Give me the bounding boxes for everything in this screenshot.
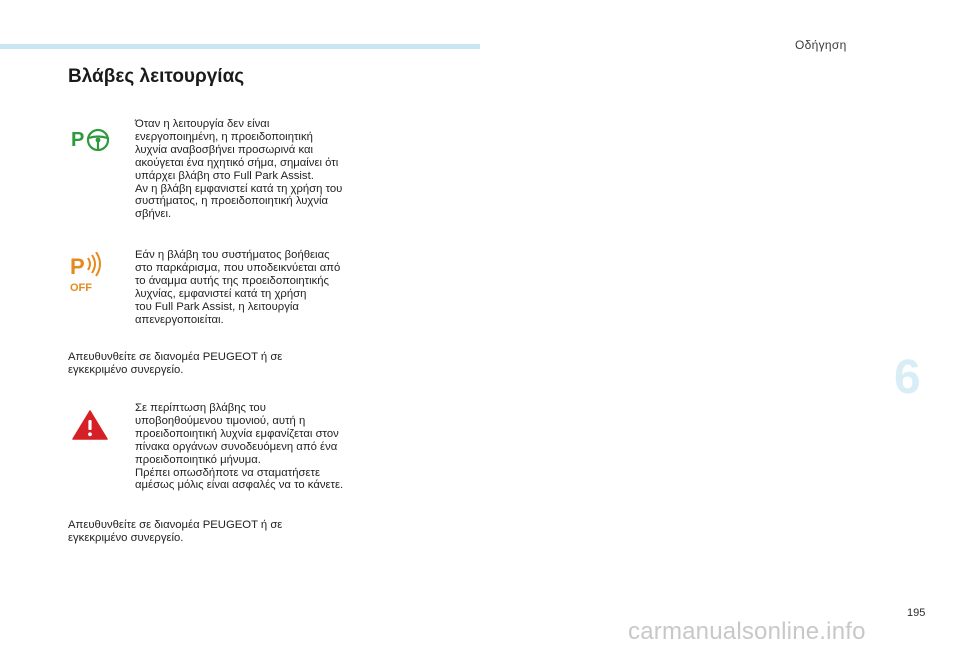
chapter-number: 6 [894, 351, 921, 404]
text-line: συστήματος, η προειδοποιητική λυχνία [135, 195, 329, 208]
text-line: Απευθυνθείτε σε διανομέα PEUGEOT ή σε [68, 519, 283, 531]
block1-text [135, 118, 342, 221]
text-line: Σε περίπτωση βλάβης του [135, 402, 266, 414]
text-line: σβήνει. [135, 208, 172, 221]
text-line: Πρέπει οπωσδήποτε να σταματήσετε [135, 466, 321, 479]
page-title: Βλάβες λειτουργίας [68, 66, 245, 87]
block3-text [135, 402, 343, 492]
park-sensors-off-icon [68, 252, 108, 294]
text-line: ενεργοποιημένη, η προειδοποιητική [135, 130, 313, 143]
text-line: αμέσως μόλις είναι ασφαλές να το κάνετε. [135, 479, 344, 492]
text-line: υποβοηθούμενου τιμονιού, αυτή η [135, 414, 306, 427]
text-line: εγκεκριμένο συνεργείο. [68, 531, 184, 544]
text-line: προειδοποιητική λυχνία εμφανίζεται στον [135, 427, 339, 440]
text-line: στο παρκάρισμα, που υποδεικνύεται από [135, 261, 341, 274]
page-number: 195 [907, 607, 926, 619]
text-line: λυχνία αναβοσβήνει προσωρινά και [135, 143, 313, 156]
text-line: απενεργοποιείται. [135, 313, 224, 326]
text-line: το άναμμα αυτής της προειδοποιητικής [135, 274, 330, 287]
text-line: του Full Park Assist, η λειτουργία [135, 300, 299, 313]
text-line: Αν η βλάβη εμφανιστεί κατά τη χρήση του [135, 182, 343, 195]
text-line: πίνακα οργάνων συνοδευόμενη από ένα [135, 440, 338, 453]
text-line: εγκεκριμένο συνεργείο. [68, 363, 184, 376]
text-line: Απευθυνθείτε σε διανομέα PEUGEOT ή σε [68, 351, 283, 363]
text-line: Όταν η λειτουργία δεν είναι [135, 118, 270, 130]
warning-triangle-icon [72, 410, 108, 440]
text-line: προειδοποιητικό μήνυμα. [135, 453, 261, 466]
dealer-note [68, 351, 282, 377]
text-line: ακούγεται ένα ηχητικό σήμα, σημαίνει ότι [135, 156, 339, 169]
header-accent-bar [0, 44, 480, 49]
text-line: υπάρχει βλάβη στο Full Park Assist. [135, 169, 314, 182]
text-line: λυχνίας, εμφανιστεί κατά τη χρήση [135, 287, 307, 300]
text-line: Εάν η βλάβη του συστήματος βοήθειας [135, 249, 330, 261]
svg-text:P: P [71, 129, 85, 151]
dealer-note [68, 519, 282, 545]
off-label: OFF [70, 282, 92, 294]
section-header: Οδήγηση [795, 38, 847, 52]
block2-text [135, 249, 340, 326]
watermark: carmanualsonline.info [628, 618, 866, 645]
park-assist-steering-icon [70, 126, 112, 154]
svg-text:P: P [70, 254, 85, 279]
